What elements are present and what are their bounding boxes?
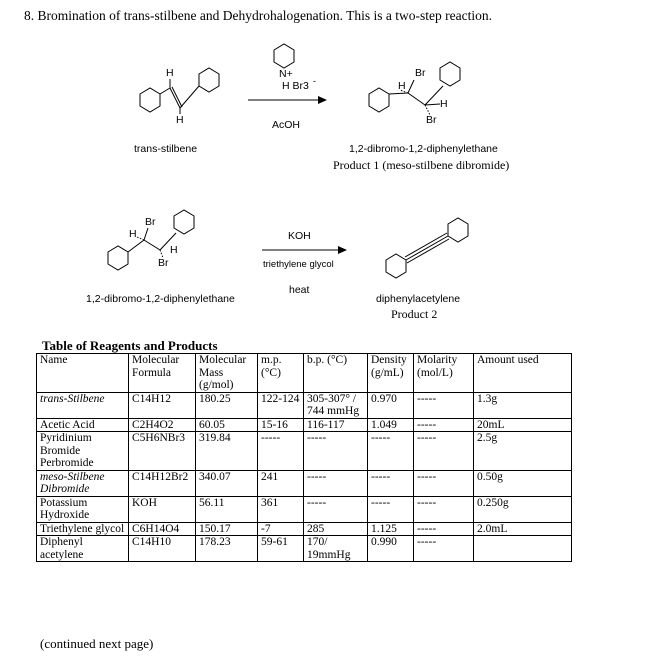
atom-h-4: H — [440, 98, 448, 110]
table-cell: KOH — [129, 496, 196, 522]
table-cell: 180.25 — [196, 392, 258, 418]
reagents-table — [36, 353, 572, 562]
table-header-row — [37, 354, 572, 393]
col-header: m.p. (°C) — [258, 354, 304, 393]
table-cell: meso-Stilbene Dibromide — [37, 470, 129, 496]
reagent-charge: - — [313, 76, 316, 86]
reactant2-label: 1,2-dibromo-1,2-diphenylethane — [86, 293, 235, 305]
table-cell: 1.125 — [368, 522, 414, 536]
trans-stilbene-structure — [140, 68, 219, 114]
reagent-heat: heat — [289, 284, 310, 296]
table-cell: 2.0mL — [474, 522, 572, 536]
table-row — [37, 522, 572, 536]
reagent-triethylene-glycol: triethylene glycol — [263, 259, 334, 270]
table-cell: ----- — [368, 496, 414, 522]
table-cell: 2.5g — [474, 432, 572, 471]
table-cell: 340.07 — [196, 470, 258, 496]
table-cell: ----- — [414, 522, 474, 536]
reagent-acoh: AcOH — [272, 119, 301, 131]
table-cell: ----- — [414, 392, 474, 418]
continued-note: (continued next page) — [40, 636, 154, 651]
table-cell: 122-124 — [258, 392, 304, 418]
table-cell: trans-Stilbene — [37, 392, 129, 418]
atom-br-1: Br — [415, 67, 426, 79]
table-cell: ----- — [414, 470, 474, 496]
table-cell: 0.250g — [474, 496, 572, 522]
col-header: Molarity (mol/L) — [414, 354, 474, 393]
table-cell: ----- — [414, 432, 474, 471]
table-cell: C5H6NBr3 — [129, 432, 196, 471]
table-cell: C6H14O4 — [129, 522, 196, 536]
table-cell: Acetic Acid — [37, 418, 129, 432]
table-row — [37, 392, 572, 418]
col-header: b.p. (°C) — [304, 354, 368, 393]
table-cell: ----- — [304, 496, 368, 522]
col-header: Molecular Formula — [129, 354, 196, 393]
table-cell: 15-16 — [258, 418, 304, 432]
atom-h-2: H — [176, 114, 184, 126]
table-cell: 60.05 — [196, 418, 258, 432]
table-cell: -7 — [258, 522, 304, 536]
table-cell: ----- — [414, 536, 474, 562]
table-cell: Pyridinium Bromide Perbromide — [37, 432, 129, 471]
table-cell: ----- — [414, 418, 474, 432]
col-header: Density (g/mL) — [368, 354, 414, 393]
table-cell: ----- — [304, 432, 368, 471]
table-cell: 20mL — [474, 418, 572, 432]
product1-name: 1,2-dibromo-1,2-diphenylethane — [349, 143, 498, 155]
reagent-br3: H Br3 — [282, 80, 309, 92]
table-row — [37, 432, 572, 471]
table-cell: ----- — [368, 432, 414, 471]
question-title: 8. Bromination of trans-stilbene and Dehydrohalogenation. This is a two-step reaction. — [24, 8, 493, 23]
table-cell: 1.049 — [368, 418, 414, 432]
table-cell: 0.970 — [368, 392, 414, 418]
table-cell: Diphenyl acetylene — [37, 536, 129, 562]
table-cell: 59-61 — [258, 536, 304, 562]
table-cell: 170/ 19mmHg — [304, 536, 368, 562]
atom-br-2: Br — [426, 114, 437, 126]
table-cell: Potassium Hydroxide — [37, 496, 129, 522]
table-cell: 0.990 — [368, 536, 414, 562]
table-cell: Triethylene glycol — [37, 522, 129, 536]
table-cell: ----- — [258, 432, 304, 471]
table-cell: 1.3g — [474, 392, 572, 418]
table-cell: 0.50g — [474, 470, 572, 496]
product2-name: diphenylacetylene — [376, 293, 461, 305]
atom-br-3: Br — [145, 216, 156, 228]
table-cell: ----- — [414, 496, 474, 522]
table-cell: 56.11 — [196, 496, 258, 522]
table-cell — [474, 536, 572, 562]
atom-br-4: Br — [158, 257, 169, 269]
table-row — [37, 470, 572, 496]
product1-desc: Product 1 (meso-stilbene dibromide) — [333, 158, 510, 172]
table-cell: 241 — [258, 470, 304, 496]
pyridinium-structure — [274, 44, 294, 68]
table-cell: C14H12Br2 — [129, 470, 196, 496]
diphenylacetylene-structure — [386, 218, 468, 278]
table-row — [37, 536, 572, 562]
reagent-koh: KOH — [288, 230, 311, 242]
col-header: Amount used — [474, 354, 572, 393]
atom-h-1: H — [166, 67, 174, 79]
atom-h-5: H — [129, 228, 137, 240]
table-cell: 361 — [258, 496, 304, 522]
table-row — [37, 418, 572, 432]
table-cell: C14H12 — [129, 392, 196, 418]
table-cell: 319.84 — [196, 432, 258, 471]
table-cell: 150.17 — [196, 522, 258, 536]
col-header: Name — [37, 354, 129, 393]
table-cell: 116-117 — [304, 418, 368, 432]
table-cell: 305-307° / 744 mmHg — [304, 392, 368, 418]
table-title: Table of Reagents and Products — [42, 338, 218, 353]
product2-desc: Product 2 — [391, 307, 438, 321]
table-row — [37, 496, 572, 522]
atom-h-6: H — [170, 244, 178, 256]
table-cell: C14H10 — [129, 536, 196, 562]
table-cell: C2H4O2 — [129, 418, 196, 432]
table-cell: 285 — [304, 522, 368, 536]
table-cell: ----- — [368, 470, 414, 496]
atom-h-3: H — [398, 80, 406, 92]
table-cell: ----- — [304, 470, 368, 496]
reagent-pyridinium: N+ — [279, 68, 293, 80]
trans-stilbene-label: trans-stilbene — [134, 143, 198, 155]
col-header: Molecular Mass (g/mol) — [196, 354, 258, 393]
table-cell: 178.23 — [196, 536, 258, 562]
